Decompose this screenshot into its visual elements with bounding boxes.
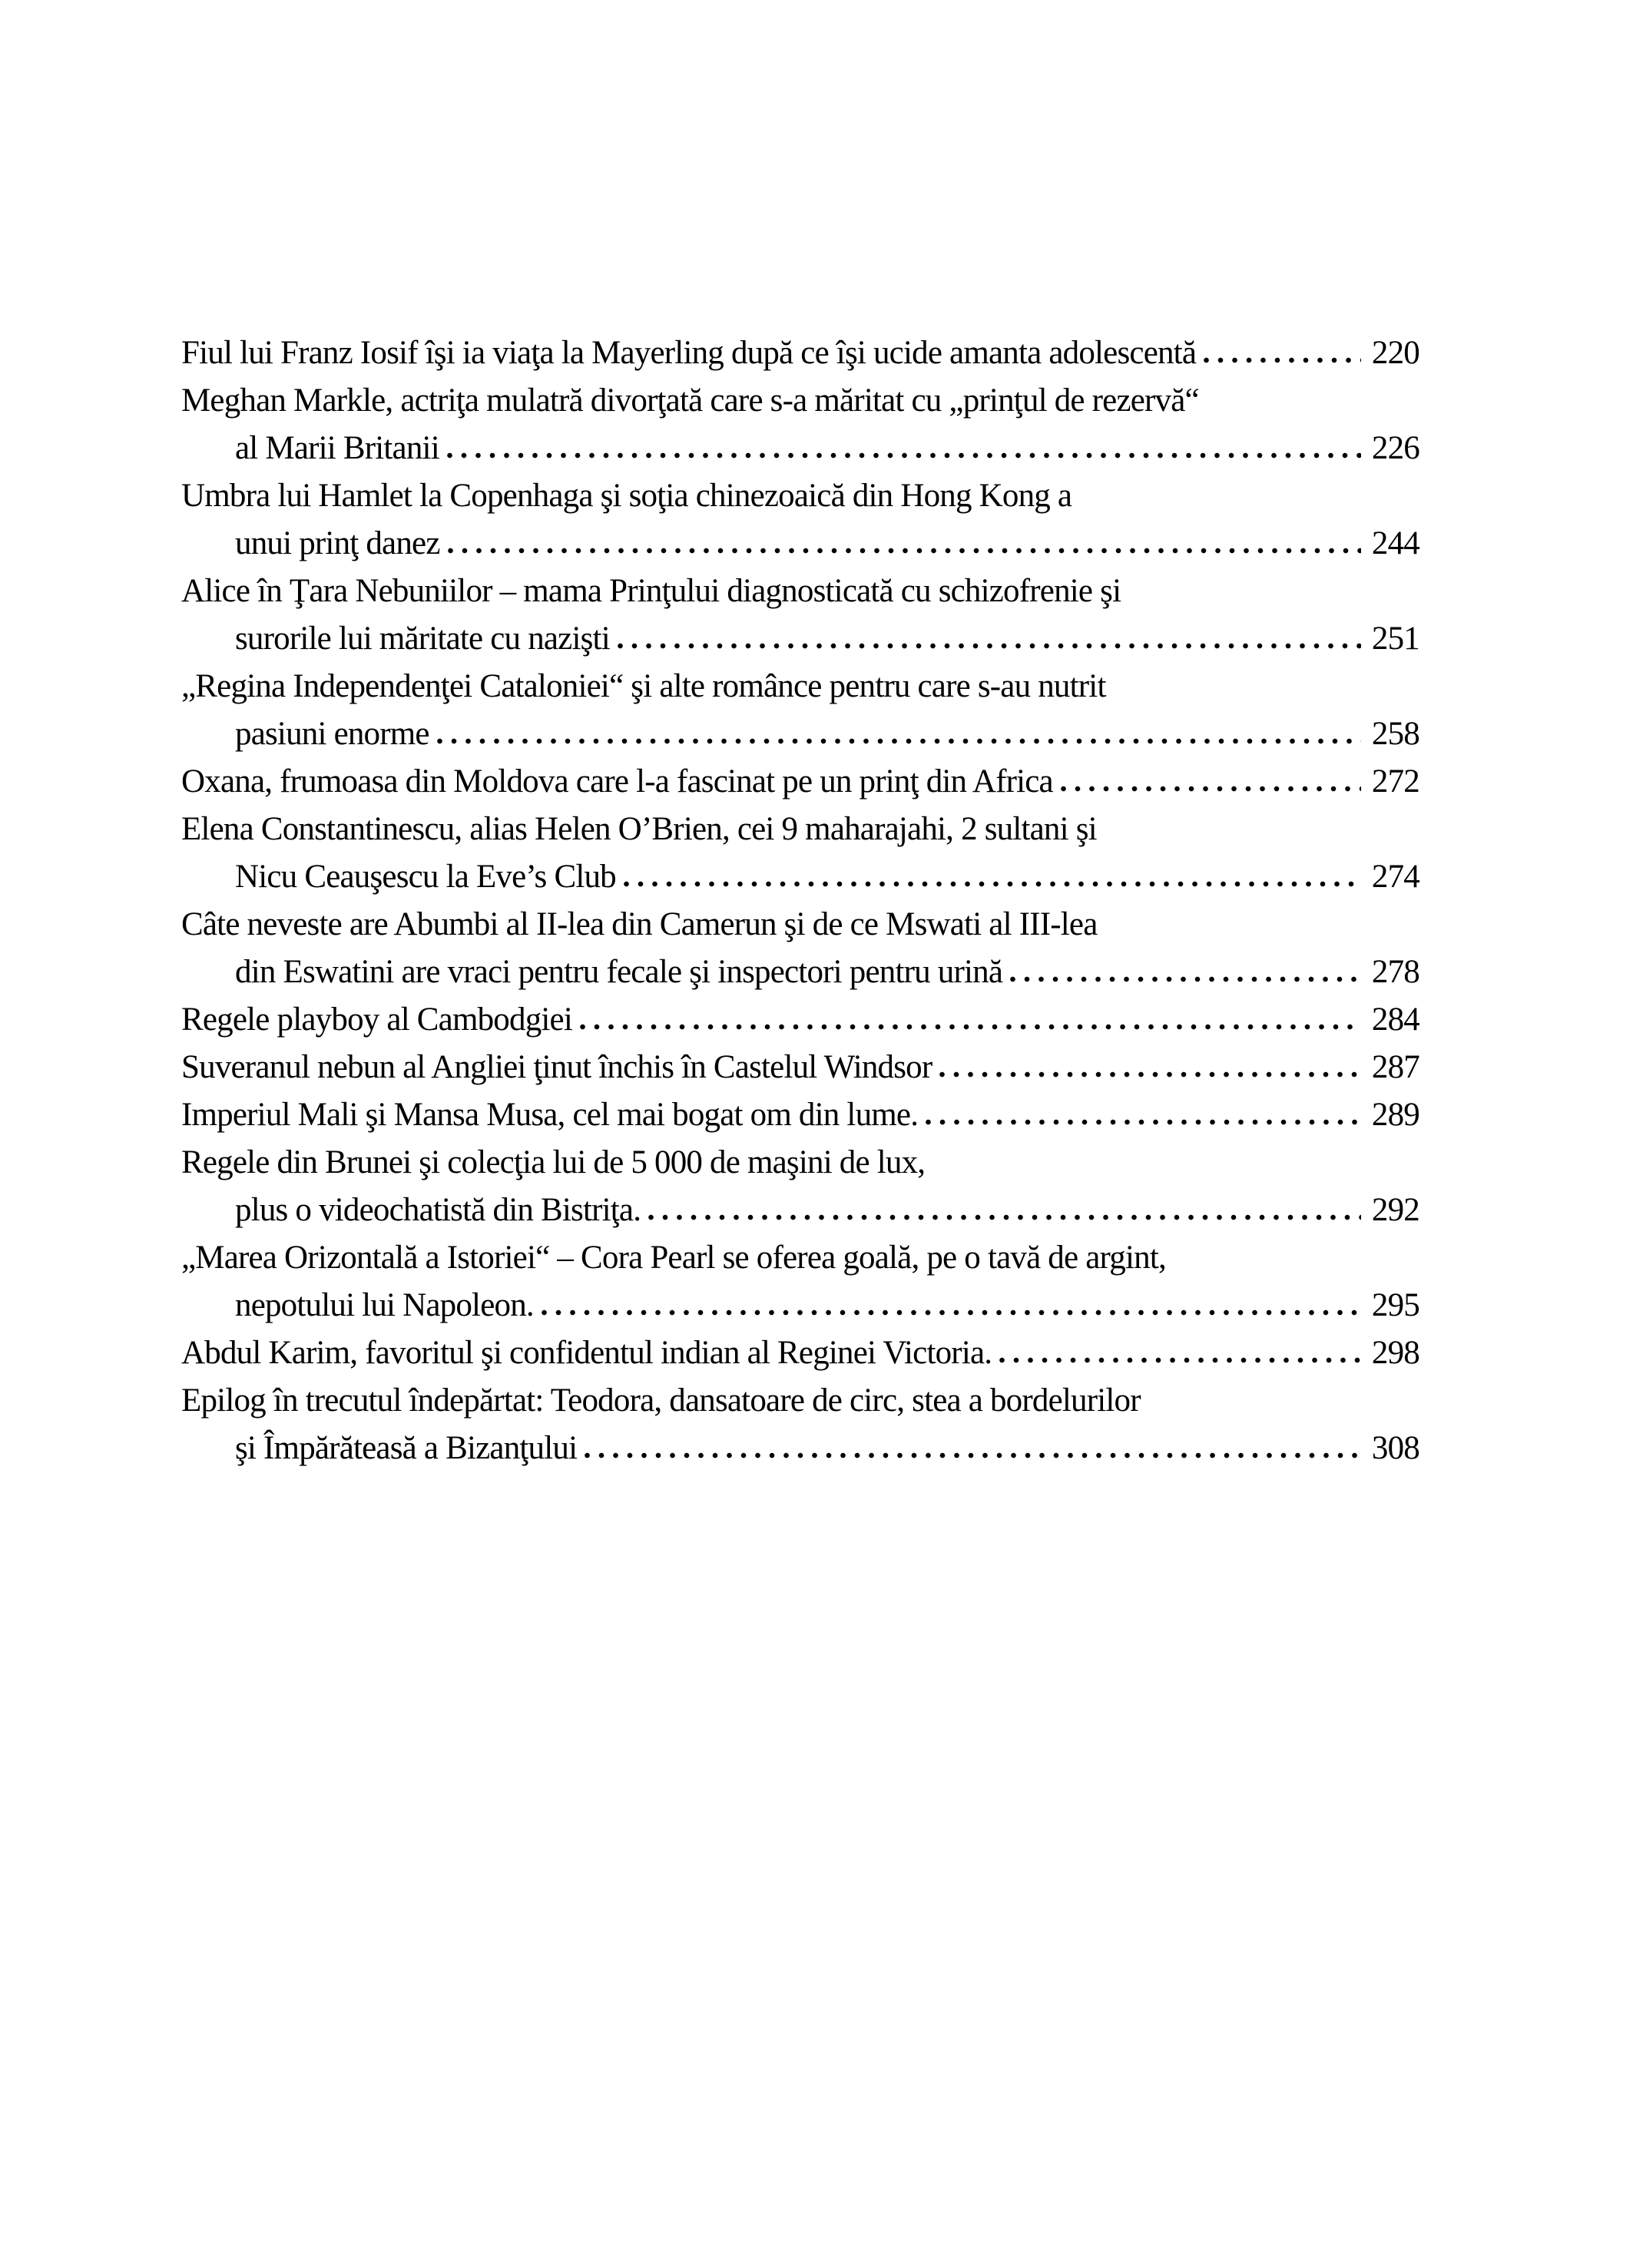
toc-entry-continuation: nepotului lui Napoleon. [235,1287,534,1323]
toc-entry-title: Abdul Karim, favoritul şi confidentul indian al Reginei Victoria. [181,1335,992,1371]
toc-entry-title: „Marea Orizontală a Istoriei“ – Cora Pearl se oferea goală, pe o tavă de argint, [181,1240,1166,1276]
table-of-contents [181,329,1419,1472]
page-number: 272 [1371,763,1419,800]
page-number: 226 [1371,430,1419,466]
toc-row [181,949,1419,996]
dot-leader [648,1214,1361,1220]
toc-entry-title: Câte neveste are Abumbi al II-lea din Camerun şi de ce Mswati al III-lea [181,906,1098,942]
dot-leader [542,1309,1361,1316]
toc-entry-title: Imperiul Mali şi Mansa Musa, cel mai bogat om din lume. [181,1097,919,1133]
toc-entry-title: Meghan Markle, actriţa mulatră divorţată care s-a măritat cu „prinţul de rezervă“ [181,382,1199,419]
dot-leader [437,738,1361,744]
toc-row [181,425,1419,472]
toc-entry-continuation: din Eswatini are vraci pentru fecale şi inspectori pentru urină [235,954,1003,990]
page-number: 298 [1371,1335,1419,1371]
dot-leader [624,881,1361,887]
dot-leader [939,1071,1361,1078]
toc-entry-title: Fiul lui Franz Iosif îşi ia viaţa la Mayerling după ce îşi ucide amanta adolescentă [181,335,1197,371]
dot-leader [926,1119,1361,1125]
page-number: 284 [1371,1002,1419,1038]
toc-entry-title: „Regina Independenţei Cataloniei“ şi alte românce pentru care s-au nutrit [181,668,1106,704]
dot-leader [1010,976,1361,982]
toc-row [181,901,1419,949]
toc-row [181,710,1419,758]
toc-row [181,377,1419,425]
toc-entry-title: Oxana, frumoasa din Moldova care l-a fascinat pe un prinţ din Africa [181,763,1053,800]
toc-entry-title: Alice în Ţara Nebuniilor – mama Prinţului diagnosticată cu schizofrenie şi [181,573,1121,609]
toc-entry-continuation: şi Împărăteasă a Bizanţului [235,1430,578,1466]
toc-entry-title: Elena Constantinescu, alias Helen O’Brien, cei 9 maharajahi, 2 sultani şi [181,811,1097,847]
toc-row [181,1139,1419,1187]
toc-entry-continuation: Nicu Ceauşescu la Eve’s Club [235,859,616,895]
page-number: 244 [1371,525,1419,561]
toc-entry-title: Regele playboy al Cambodgiei [181,1002,572,1038]
dot-leader [999,1357,1361,1363]
toc-row [181,1187,1419,1234]
dot-leader [580,1024,1361,1030]
toc-row [181,806,1419,853]
toc-entry-continuation: al Marii Britanii [235,430,439,466]
dot-leader [1204,357,1361,363]
toc-entry-continuation: unui prinţ danez [235,525,440,561]
toc-entry-continuation: surorile lui măritate cu nazişti [235,621,610,657]
page-number: 295 [1371,1287,1419,1323]
toc-entry-title: Epilog în trecutul îndepărtat: Teodora, dansatoare de circ, stea a bordelurilor [181,1382,1141,1419]
page-number: 274 [1371,859,1419,895]
toc-row [181,1329,1419,1377]
page-number: 292 [1371,1192,1419,1228]
dot-leader [1061,786,1361,792]
page-number: 308 [1371,1430,1419,1466]
page-number: 289 [1371,1097,1419,1133]
toc-row [181,1091,1419,1139]
toc-row [181,1377,1419,1425]
page-number: 220 [1371,335,1419,371]
toc-row [181,329,1419,377]
toc-row [181,1425,1419,1472]
dot-leader [447,452,1361,459]
page-number: 251 [1371,621,1419,657]
toc-row [181,663,1419,710]
toc-entry-continuation: plus o videochatistă din Bistriţa. [235,1192,641,1228]
toc-row [181,520,1419,568]
page-number: 258 [1371,716,1419,752]
dot-leader [448,548,1361,554]
page-number: 287 [1371,1049,1419,1085]
toc-row [181,1234,1419,1282]
toc-entry-title: Umbra lui Hamlet la Copenhaga şi soţia chinezoaică din Hong Kong a [181,478,1072,514]
toc-row [181,853,1419,901]
toc-row [181,758,1419,806]
toc-row [181,1282,1419,1329]
toc-row [181,568,1419,615]
toc-row [181,1044,1419,1091]
dot-leader [618,643,1361,649]
page-number: 278 [1371,954,1419,990]
toc-row [181,996,1419,1044]
toc-entry-title: Regele din Brunei şi colecţia lui de 5 000 de maşini de lux, [181,1144,926,1180]
toc-entry-continuation: pasiuni enorme [235,716,429,752]
toc-entry-title: Suveranul nebun al Angliei ţinut închis în Castelul Windsor [181,1049,932,1085]
toc-row [181,615,1419,663]
toc-row [181,472,1419,520]
dot-leader [585,1452,1361,1458]
